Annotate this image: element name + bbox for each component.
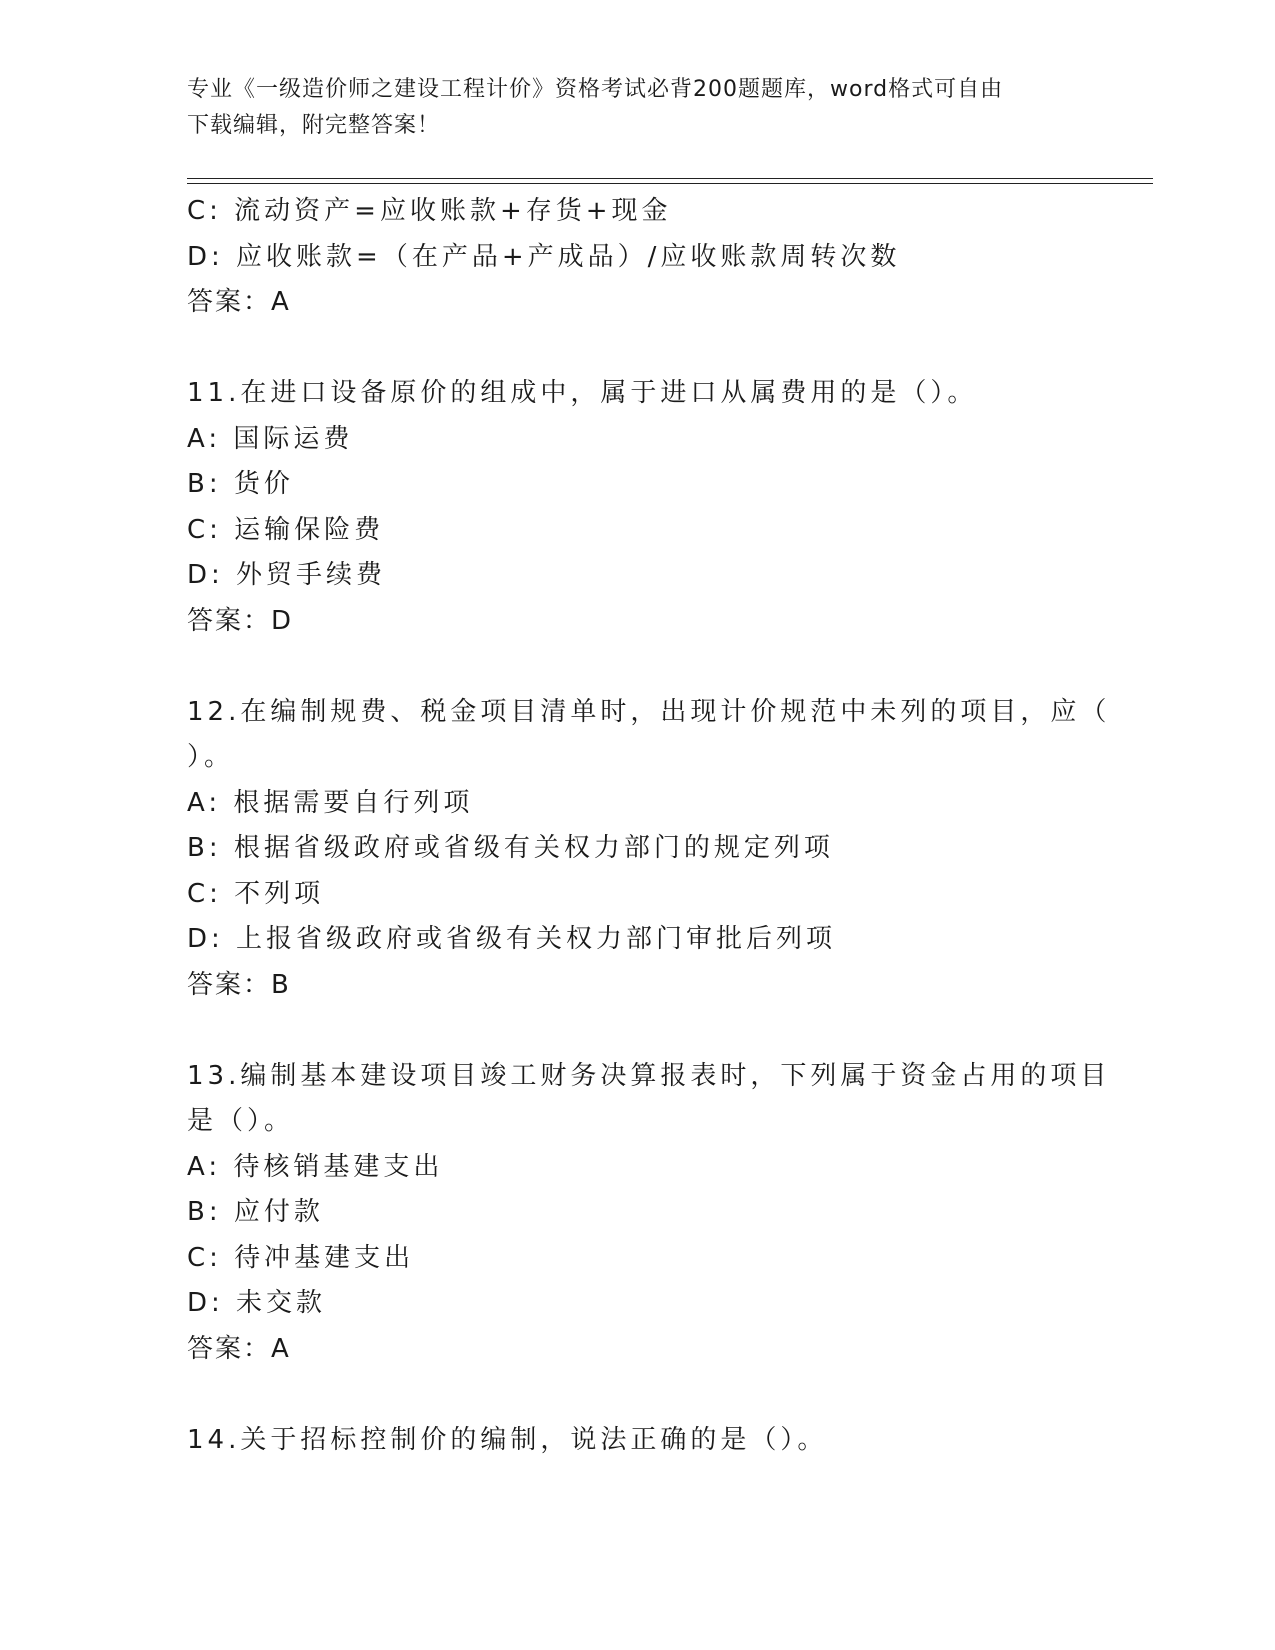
option-a: A: 国际运费: [187, 423, 354, 454]
question-stem: 14.关于招标控制价的编制，说法正确的是（）。: [187, 1424, 828, 1455]
option-a: A: 根据需要自行列项: [187, 787, 474, 818]
spacer: [187, 1008, 1087, 1054]
question-12: [187, 690, 1111, 1009]
question-11: [187, 371, 1087, 644]
answer: 答案：A: [187, 287, 291, 317]
spacer: [187, 326, 1087, 372]
answer: 答案：D: [187, 605, 294, 636]
option-d: D: 上报省级政府或省级有关权力部门审批后列项: [187, 924, 837, 954]
option-b: B: 应付款: [187, 1197, 324, 1227]
header-line-1: 专业《一级造价师之建设工程计价》资格考试必背200题题库，word格式可自由: [187, 77, 1004, 102]
option-c: C: 运输保险费: [187, 514, 385, 545]
question-stem-line-2: ）。: [187, 742, 235, 772]
option-d: D: 未交款: [187, 1288, 327, 1318]
question-stem-line-1: 12.在编制规费、税金项目清单时，出现计价规范中未列的项目，应（: [187, 696, 1111, 727]
document-header: [187, 72, 1077, 144]
option-c: C: 流动资产=应收账款+存货+现金: [187, 196, 672, 226]
option-a: A: 待核销基建支出: [187, 1151, 444, 1182]
header-double-rule: [187, 178, 1153, 184]
option-b: B: 根据省级政府或省级有关权力部门的规定列项: [187, 833, 834, 863]
spacer: [187, 644, 1087, 690]
question-14: [187, 1418, 1087, 1464]
header-line-2: 下载编辑，附完整答案！: [187, 113, 441, 138]
question-stem-line-2: 是（）。: [187, 1106, 295, 1136]
answer: 答案：A: [187, 1333, 291, 1364]
option-d: D: 应收账款=（在产品+产成品）/应收账款周转次数: [187, 241, 901, 272]
option-d: D: 外贸手续费: [187, 560, 387, 590]
spacer: [187, 1372, 1087, 1418]
question-10-tail: [187, 189, 1087, 326]
question-13: [187, 1054, 1111, 1373]
question-stem: 11.在进口设备原价的组成中，属于进口从属费用的是（）。: [187, 378, 978, 408]
question-list: [187, 189, 1111, 1463]
answer: 答案：B: [187, 969, 291, 1000]
question-stem-line-1: 13.编制基本建设项目竣工财务决算报表时，下列属于资金占用的项目: [187, 1060, 1111, 1091]
option-c: C: 不列项: [187, 878, 325, 909]
option-b: B: 货价: [187, 469, 294, 499]
option-c: C: 待冲基建支出: [187, 1242, 415, 1273]
